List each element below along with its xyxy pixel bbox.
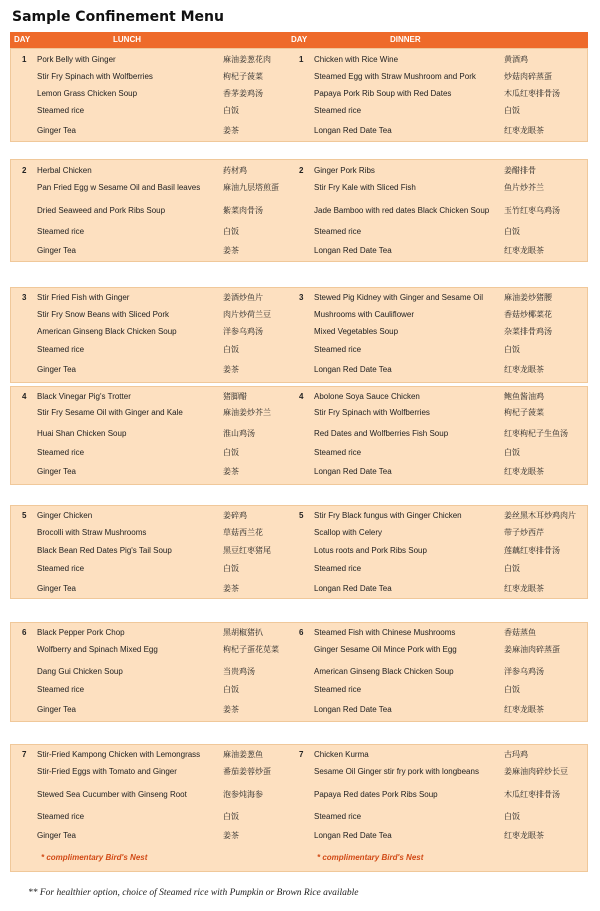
lunch-dish-chinese: 姜茶 (223, 467, 239, 476)
dinner-dish-chinese: 红枣龙眼茶 (504, 467, 544, 476)
menu-row (11, 705, 587, 727)
menu-row (11, 345, 587, 367)
day-block (10, 386, 588, 485)
lunch-dish: American Ginseng Black Chicken Soup (37, 327, 177, 336)
dinner-dish-chinese: 白饭 (504, 564, 520, 573)
lunch-dish-chinese: 白饭 (223, 227, 239, 236)
dinner-dish-chinese: 黄酒鸡 (504, 55, 528, 64)
dinner-dish: Lotus roots and Pork Ribs Soup (314, 546, 427, 555)
lunch-dish: Steamed rice (37, 448, 85, 457)
day-number-dinner: 2 (299, 166, 304, 175)
lunch-dish-chinese: 当贵鸡汤 (223, 667, 255, 676)
lunch-dish: Stir-Fried Eggs with Tomato and Ginger (37, 767, 177, 776)
lunch-dish: Pork Belly with Ginger (37, 55, 116, 64)
lunch-dish: Stir Fry Snow Beans with Sliced Pork (37, 310, 170, 319)
dinner-dish-chinese: 枸杞子菠菜 (504, 408, 544, 417)
lunch-dish-chinese: 肉片炒荷兰豆 (223, 310, 271, 319)
dinner-dish-chinese: 麻油姜炒猪腰 (504, 293, 552, 302)
dinner-dish-chinese: 洋参乌鸡汤 (504, 667, 544, 676)
dinner-dish: Steamed rice (314, 812, 362, 821)
complimentary-note-lunch: * complimentary Bird's Nest (41, 853, 148, 862)
dinner-dish: Abolone Soya Sauce Chicken (314, 392, 420, 401)
lunch-dish-chinese: 白饭 (223, 345, 239, 354)
lunch-dish: Steamed rice (37, 106, 85, 115)
dinner-dish: Chicken Kurma (314, 750, 369, 759)
lunch-dish-chinese: 姜茶 (223, 246, 239, 255)
menu-row (11, 767, 587, 789)
dinner-dish: Jade Bamboo with red dates Black Chicken Soup (314, 206, 490, 215)
dinner-dish-chinese: 白饭 (504, 448, 520, 457)
day-number-dinner: 7 (299, 750, 304, 759)
dinner-dish: Papaya Pork Rib Soup with Red Dates (314, 89, 452, 98)
dinner-dish-chinese: 木瓜红枣排骨汤 (504, 790, 560, 799)
lunch-dish-chinese: 猪脚醋 (223, 392, 247, 401)
menu-row (11, 246, 587, 268)
menu-table-header (10, 32, 588, 48)
day-number-dinner: 6 (299, 628, 304, 637)
day-block (10, 159, 588, 262)
dinner-dish: Longan Red Date Tea (314, 126, 392, 135)
dinner-dish: Red Dates and Wolfberries Fish Soup (314, 429, 449, 438)
lunch-dish: Dried Seaweed and Pork Ribs Soup (37, 206, 166, 215)
lunch-dish-chinese: 姜茶 (223, 831, 239, 840)
lunch-dish-chinese: 枸杞子菠菜 (223, 72, 263, 81)
day-number-dinner: 4 (299, 392, 304, 401)
dinner-dish: Steamed rice (314, 564, 362, 573)
dinner-dish-chinese: 姜丝黑木耳炒鸡肉片 (504, 511, 576, 520)
dinner-dish: Stir Fry Black fungus with Ginger Chicken (314, 511, 462, 520)
dinner-dish: Steamed Egg with Straw Mushroom and Pork (314, 72, 476, 81)
lunch-dish-chinese: 洋参乌鸡汤 (223, 327, 263, 336)
lunch-dish: Ginger Tea (37, 246, 76, 255)
lunch-dish: Black Pepper Pork Chop (37, 628, 125, 637)
lunch-dish-chinese: 白饭 (223, 812, 239, 821)
lunch-dish: Stir Fried Fish with Ginger (37, 293, 130, 302)
menu-row (11, 183, 587, 205)
lunch-dish: Stir Fry Sesame Oil with Ginger and Kale (37, 408, 183, 417)
dinner-dish-chinese: 古玛鸡 (504, 750, 528, 759)
lunch-dish: Ginger Tea (37, 584, 76, 593)
lunch-dish-chinese: 白饭 (223, 685, 239, 694)
dinner-dish: Sesame Oil Ginger stir fry pork with longbeans (314, 767, 479, 776)
dinner-dish-chinese: 香菇蒸鱼 (504, 628, 536, 637)
dinner-dish-chinese: 白饭 (504, 345, 520, 354)
lunch-dish: Herbal Chicken (37, 166, 92, 175)
dinner-dish: Steamed Fish with Chinese Mushrooms (314, 628, 456, 637)
lunch-dish-chinese: 姜茶 (223, 705, 239, 714)
header-day-left: DAY (14, 35, 31, 44)
dinner-dish-chinese: 鱼片炒芥兰 (504, 183, 544, 192)
dinner-dish: Steamed rice (314, 345, 362, 354)
dinner-dish-chinese: 姜麻油肉碎炒长豆 (504, 767, 568, 776)
lunch-dish: Ginger Tea (37, 467, 76, 476)
dinner-dish: Steamed rice (314, 448, 362, 457)
lunch-dish: Steamed rice (37, 564, 85, 573)
lunch-dish: Stir Fry Spinach with Wolfberries (37, 72, 153, 81)
lunch-dish-chinese: 姜茶 (223, 126, 239, 135)
lunch-dish-chinese: 麻油姜葱花肉 (223, 55, 271, 64)
dinner-dish: Mushrooms with Cauliflower (314, 310, 415, 319)
lunch-dish-chinese: 药材鸡 (223, 166, 247, 175)
page-title: Sample Confinement Menu (12, 9, 224, 25)
lunch-dish-chinese: 草菇西兰花 (223, 528, 263, 537)
lunch-dish-chinese: 泡参炖海参 (223, 790, 263, 799)
dinner-dish: Ginger Sesame Oil Mince Pork with Egg (314, 645, 457, 654)
lunch-dish: Huai Shan Chicken Soup (37, 429, 127, 438)
complimentary-note-dinner: * complimentary Bird's Nest (317, 853, 424, 862)
dinner-dish-chinese: 白饭 (504, 227, 520, 236)
dinner-dish-chinese: 白饭 (504, 685, 520, 694)
lunch-dish: Steamed rice (37, 227, 85, 236)
day-block (10, 505, 588, 599)
dinner-dish-chinese: 玉竹红枣乌鸡汤 (504, 206, 560, 215)
day-number-dinner: 1 (299, 55, 304, 64)
lunch-dish: Steamed rice (37, 812, 85, 821)
menu-row (11, 106, 587, 128)
menu-row (11, 365, 587, 387)
dinner-dish-chinese: 红枣龙眼茶 (504, 365, 544, 374)
day-block (10, 48, 588, 142)
lunch-dish-chinese: 麻油姜炒芥兰 (223, 408, 271, 417)
menu-row (11, 790, 587, 812)
day-block (10, 744, 588, 872)
dinner-dish: Ginger Pork Ribs (314, 166, 375, 175)
day-number-lunch: 3 (22, 293, 27, 302)
day-block (10, 287, 588, 383)
dinner-dish: Longan Red Date Tea (314, 584, 392, 593)
lunch-dish: Steamed rice (37, 685, 85, 694)
menu-row (11, 126, 587, 148)
lunch-dish-chinese: 紫菜肉骨汤 (223, 206, 263, 215)
dinner-dish: American Ginseng Black Chicken Soup (314, 667, 454, 676)
dinner-dish-chinese: 鲍鱼酱油鸡 (504, 392, 544, 401)
menu-row (11, 584, 587, 606)
dinner-dish: Longan Red Date Tea (314, 705, 392, 714)
lunch-dish: Lemon Grass Chicken Soup (37, 89, 138, 98)
lunch-dish: Stir-Fried Kampong Chicken with Lemongrass (37, 750, 201, 759)
dinner-dish-chinese: 红枣龙眼茶 (504, 705, 544, 714)
dinner-dish-chinese: 红枣龙眼茶 (504, 584, 544, 593)
dinner-dish: Longan Red Date Tea (314, 467, 392, 476)
dinner-dish-chinese: 白饭 (504, 812, 520, 821)
dinner-dish: Mixed Vegetables Soup (314, 327, 399, 336)
dinner-dish: Stewed Pig Kidney with Ginger and Sesame Oil (314, 293, 483, 302)
footer-note: ** For healthier option, choice of Steamed rice with Pumpkin or Brown Rice available (28, 888, 359, 898)
lunch-dish-chinese: 黑豆红枣猪尾 (223, 546, 271, 555)
menu-row (11, 467, 587, 489)
dinner-dish-chinese: 炒菇肉碎蒸蛋 (504, 72, 552, 81)
dinner-dish: Steamed rice (314, 685, 362, 694)
day-number-lunch: 7 (22, 750, 27, 759)
lunch-dish: Pan Fried Egg w Sesame Oil and Basil leaves (37, 183, 201, 192)
day-number-lunch: 5 (22, 511, 27, 520)
lunch-dish: Dang Gui Chicken Soup (37, 667, 123, 676)
lunch-dish-chinese: 姜碎鸡 (223, 511, 247, 520)
header-day-right: DAY (291, 35, 308, 44)
dinner-dish-chinese: 红枣龙眼茶 (504, 126, 544, 135)
lunch-dish-chinese: 姜酒炒鱼片 (223, 293, 263, 302)
day-number-lunch: 4 (22, 392, 27, 401)
dinner-dish-chinese: 姜醋排骨 (504, 166, 536, 175)
day-block (10, 622, 588, 722)
lunch-dish-chinese: 黑胡椒猪扒 (223, 628, 263, 637)
lunch-dish: Stewed Sea Cucumber with Ginseng Root (37, 790, 187, 799)
day-number-lunch: 6 (22, 628, 27, 637)
lunch-dish: Wolfberry and Spinach Mixed Egg (37, 645, 158, 654)
menu-row (11, 206, 587, 228)
lunch-dish: Ginger Tea (37, 831, 76, 840)
lunch-dish-chinese: 白饭 (223, 448, 239, 457)
header-lunch: LUNCH (113, 35, 141, 44)
lunch-dish-chinese: 白饭 (223, 106, 239, 115)
lunch-dish: Black Bean Red Dates Pig's Tail Soup (37, 546, 172, 555)
dinner-dish: Stir Fry Spinach with Wolfberries (314, 408, 430, 417)
day-number-dinner: 3 (299, 293, 304, 302)
dinner-dish: Papaya Red dates Pork Ribs Soup (314, 790, 438, 799)
dinner-dish: Longan Red Date Tea (314, 831, 392, 840)
lunch-dish-chinese: 麻油姜葱鱼 (223, 750, 263, 759)
dinner-dish: Longan Red Date Tea (314, 365, 392, 374)
day-number-lunch: 2 (22, 166, 27, 175)
menu-row (11, 831, 587, 853)
lunch-dish-chinese: 姜茶 (223, 365, 239, 374)
dinner-dish: Steamed rice (314, 106, 362, 115)
lunch-dish-chinese: 番茄姜蓉炒蛋 (223, 767, 271, 776)
dinner-dish-chinese: 红枣龙眼茶 (504, 246, 544, 255)
dinner-dish: Longan Red Date Tea (314, 246, 392, 255)
menu-row (11, 645, 587, 667)
dinner-dish-chinese: 白饭 (504, 106, 520, 115)
dinner-dish-chinese: 木瓜红枣排骨汤 (504, 89, 560, 98)
dinner-dish: Steamed rice (314, 227, 362, 236)
dinner-dish-chinese: 莲藕红枣排骨汤 (504, 546, 560, 555)
lunch-dish-chinese: 姜茶 (223, 584, 239, 593)
lunch-dish-chinese: 白饭 (223, 564, 239, 573)
menu-row (11, 564, 587, 586)
lunch-dish-chinese: 麻油九层塔煎蛋 (223, 183, 279, 192)
lunch-dish-chinese: 香茅姜鸡汤 (223, 89, 263, 98)
menu-row (11, 685, 587, 707)
dinner-dish: Chicken with Rice Wine (314, 55, 399, 64)
header-dinner: DINNER (390, 35, 421, 44)
lunch-dish: Ginger Chicken (37, 511, 93, 520)
lunch-dish: Ginger Tea (37, 705, 76, 714)
lunch-dish-chinese: 枸杞子蛋花苋菜 (223, 645, 279, 654)
lunch-dish: Steamed rice (37, 345, 85, 354)
lunch-dish-chinese: 淮山鸡汤 (223, 429, 255, 438)
dinner-dish-chinese: 姜麻油肉碎蒸蛋 (504, 645, 560, 654)
lunch-dish: Ginger Tea (37, 126, 76, 135)
dinner-dish-chinese: 红枣龙眼茶 (504, 831, 544, 840)
day-number-lunch: 1 (22, 55, 27, 64)
lunch-dish: Brocolli with Straw Mushrooms (37, 528, 147, 537)
dinner-dish-chinese: 杂菜排骨鸡汤 (504, 327, 552, 336)
lunch-dish: Black Vinegar Pig's Trotter (37, 392, 131, 401)
menu-row (11, 408, 587, 430)
lunch-dish: Ginger Tea (37, 365, 76, 374)
day-number-dinner: 5 (299, 511, 304, 520)
dinner-dish-chinese: 香菇炒椰菜花 (504, 310, 552, 319)
dinner-dish-chinese: 红枣枸杞子生鱼汤 (504, 429, 568, 438)
dinner-dish: Stir Fry Kale with Sliced Fish (314, 183, 416, 192)
dinner-dish-chinese: 带子炒西芹 (504, 528, 544, 537)
dinner-dish: Scallop with Celery (314, 528, 383, 537)
